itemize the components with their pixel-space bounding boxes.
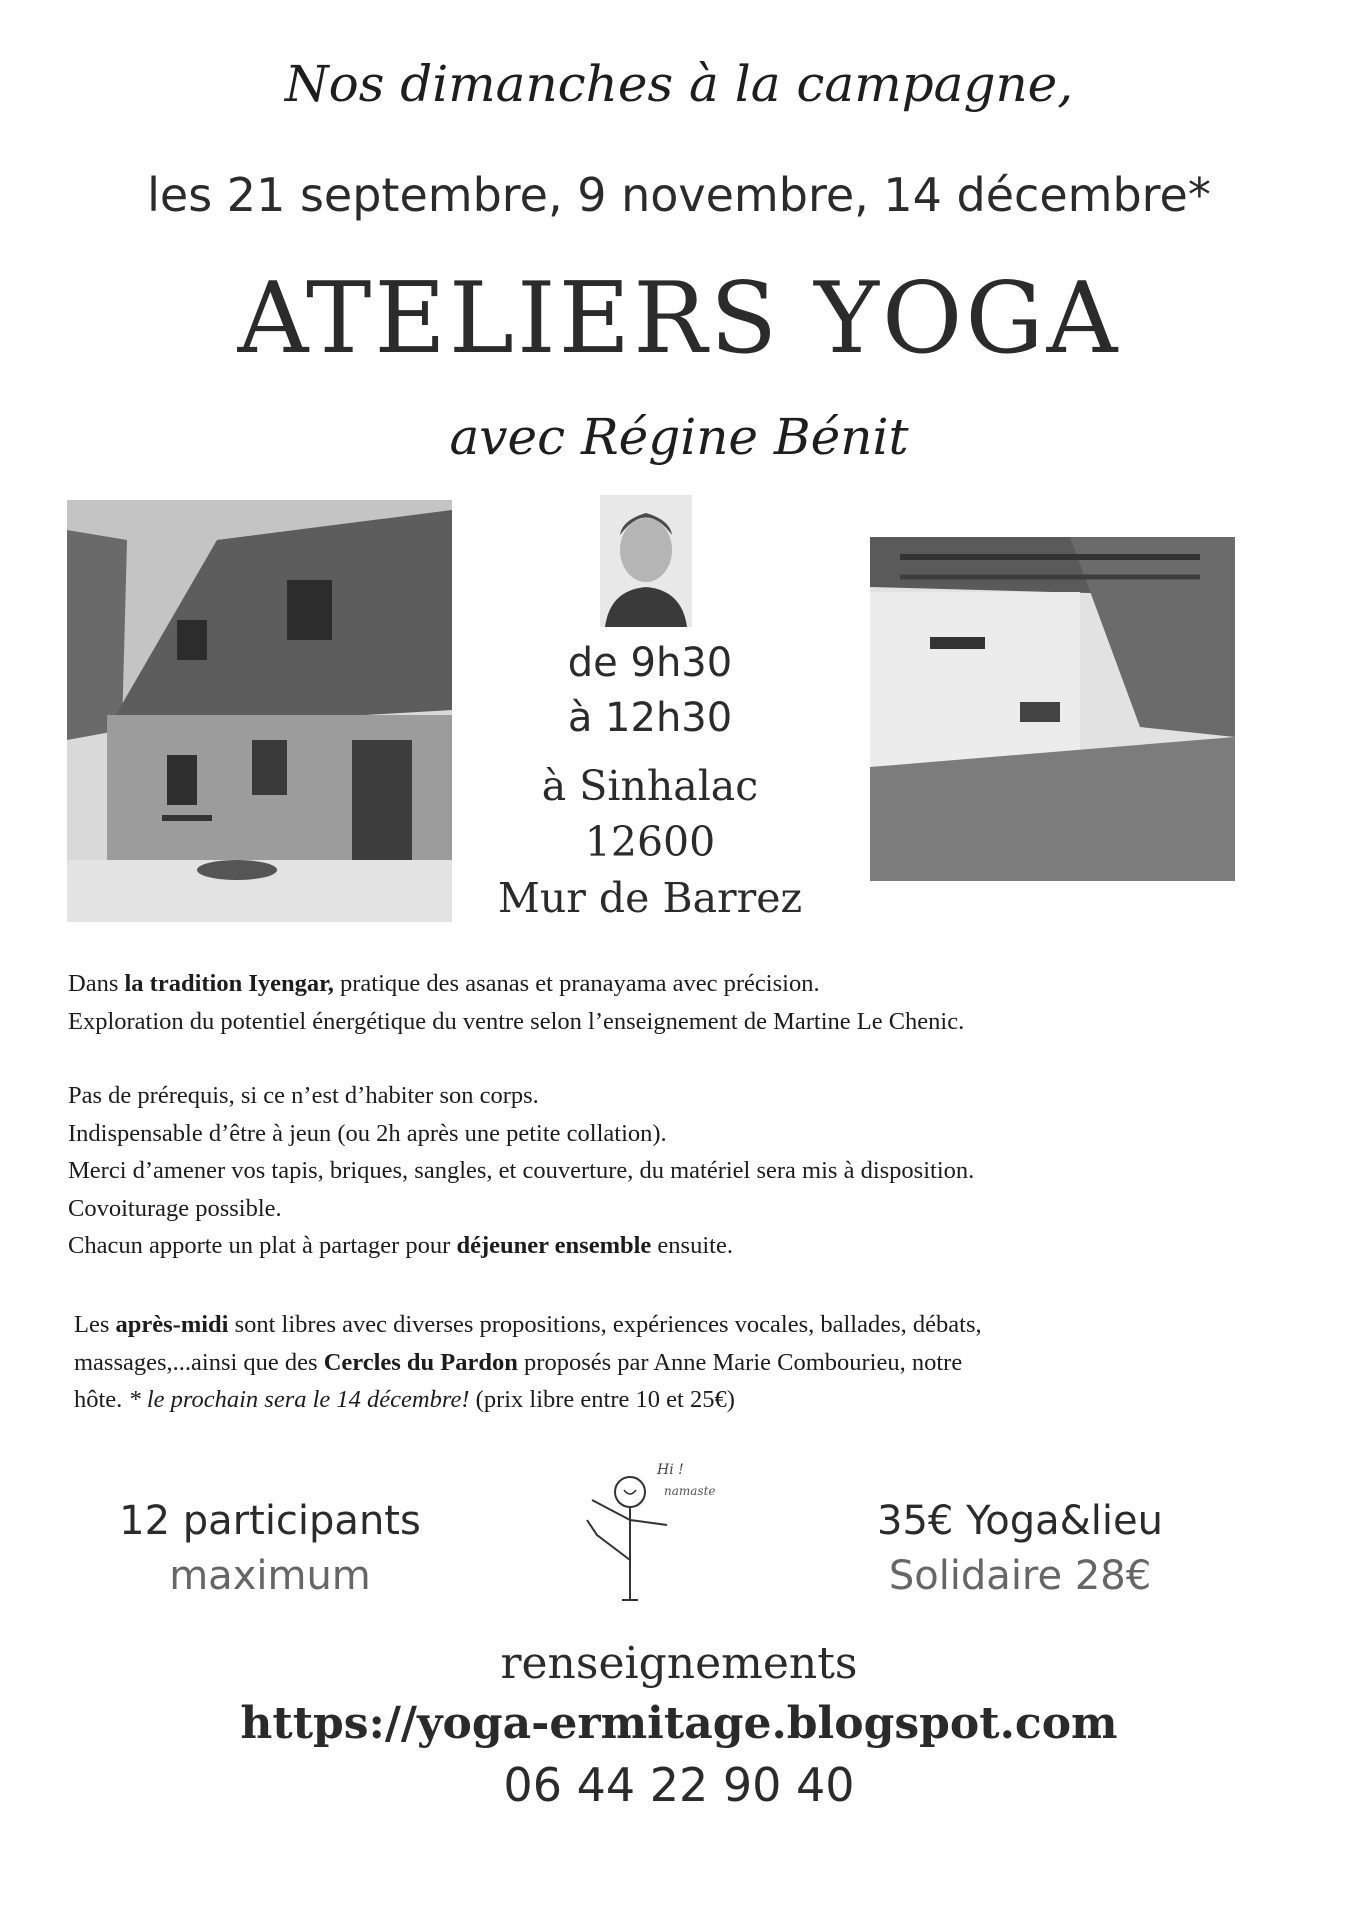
- price-standard: 35€ Yoga&lieu: [877, 1498, 1163, 1544]
- afternoon-info: [74, 1306, 1304, 1419]
- description-line: Chacun apporte un plat à partager pour déjeuner ensemble ensuite.: [68, 1232, 733, 1259]
- phone-number[interactable]: 06 44 22 90 40: [503, 1758, 855, 1812]
- blog-url[interactable]: https://yoga-ermitage.blogspot.com: [240, 1698, 1118, 1749]
- description: [68, 965, 1298, 1265]
- teacher-portrait: [600, 495, 692, 627]
- teacher-name: avec Régine Bénit: [449, 408, 909, 466]
- venue-place: à Sinhalac: [541, 762, 759, 810]
- tagline: Nos dimanches à la campagne,: [284, 55, 1074, 113]
- room-photo: [870, 537, 1235, 881]
- venue-town: Mur de Barrez: [497, 874, 803, 922]
- description-line: massages,...ainsi que des Cercles du Pardon proposés par Anne Marie Combourieu, notre: [74, 1348, 963, 1376]
- description-line: Pas de prérequis, si ce n’est d’habiter son corps.: [68, 1082, 539, 1109]
- doodle-hi-text: Hi !: [657, 1462, 684, 1478]
- page-title: ATELIERS YOGA: [237, 262, 1121, 376]
- price-solidarity: Solidaire 28€: [888, 1553, 1152, 1599]
- participants-count: 12 participants: [119, 1498, 421, 1544]
- time-from: de 9h30: [567, 640, 733, 686]
- description-line: hôte. * le prochain sera le 14 décembre! (prix libre entre 10 et 25€): [74, 1386, 735, 1413]
- event-dates: les 21 septembre, 9 novembre, 14 décembre*: [147, 168, 1211, 222]
- description-line: Exploration du potentiel énergétique du ventre selon l’enseignement de Martine Le Chenic.: [68, 1007, 965, 1035]
- description-line: Merci d’amener vos tapis, briques, sangles, et couverture, du matériel sera mis à disposition.: [68, 1157, 975, 1184]
- description-line: Dans la tradition Iyengar, pratique des asanas et pranayama avec précision.: [68, 970, 820, 997]
- description-line: Les après-midi sont libres avec diverses propositions, expériences vocales, ballades, débats,: [74, 1311, 982, 1338]
- house-photo: [67, 500, 452, 922]
- doodle-namaste-text: namaste: [664, 1484, 716, 1498]
- participants-max: maximum: [169, 1553, 371, 1599]
- info-label: renseignements: [500, 1638, 858, 1689]
- yoga-figure-icon: [572, 1460, 732, 1610]
- description-line: Covoiturage possible.: [68, 1194, 282, 1222]
- time-to: à 12h30: [567, 695, 733, 741]
- venue-postcode: 12600: [584, 818, 716, 866]
- description-line: Indispensable d’être à jeun (ou 2h après une petite collation).: [68, 1119, 667, 1147]
